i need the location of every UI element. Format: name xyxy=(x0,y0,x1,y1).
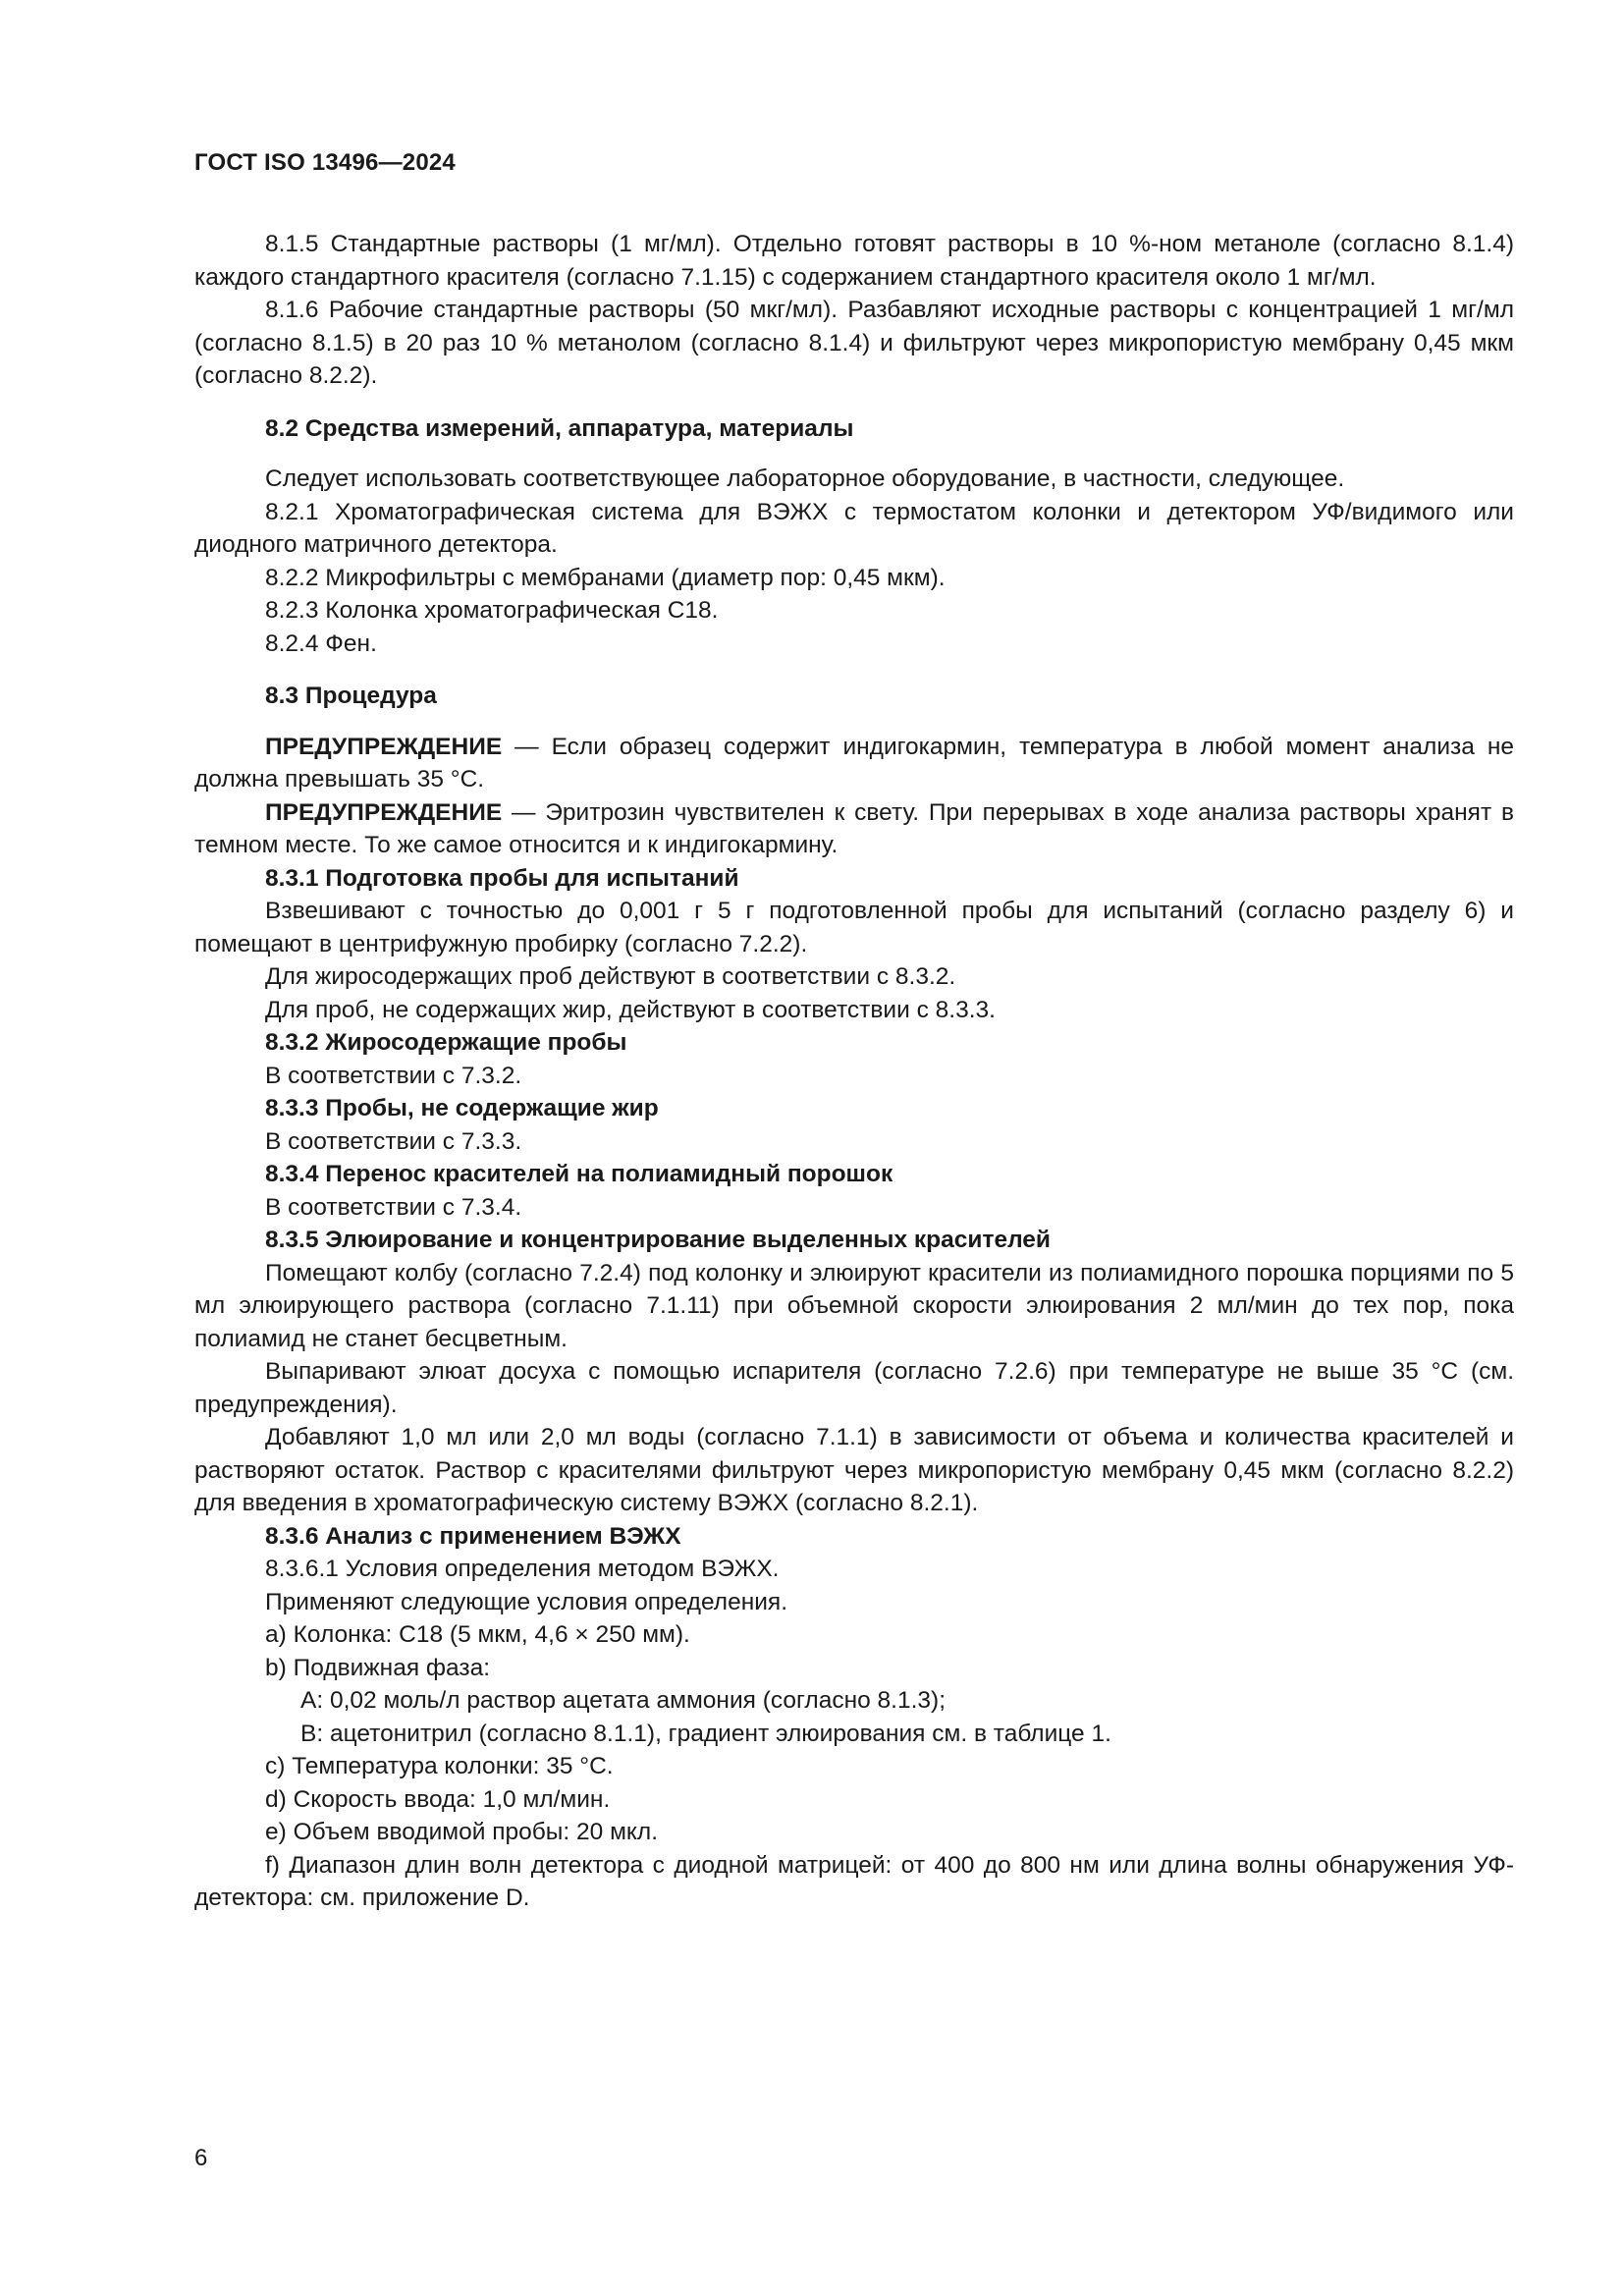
paragraph-8-3-4: В соответствии с 7.3.4. xyxy=(265,1193,522,1221)
paragraph-8-3-3: В соответствии с 7.3.3. xyxy=(265,1127,522,1155)
subheading-8-3-3: 8.3.3 Пробы, не содержащие жир xyxy=(265,1095,659,1121)
paragraph-8-3-2: В соответствии с 7.3.2. xyxy=(265,1062,522,1089)
paragraph-8-1-5: 8.1.5 Стандартные растворы (1 мг/мл). Отдельно готовят растворы в 10 %-ном метаноле (согласно 8.1.4) каждого стандартного красителя (согласно 7.1.15) с содержанием стандартного красителя около 1 мг/мл. xyxy=(194,231,1514,291)
paragraph-8-2-2: 8.2.2 Микрофильтры с мембранами (диаметр пор: 0,45 мкм). xyxy=(265,564,946,591)
paragraph-8-2-4: 8.2.4 Фен. xyxy=(265,629,377,657)
paragraph-8-2-intro: Следует использовать соответствующее лабораторное оборудование, в частности, следующее. xyxy=(265,465,1345,492)
warning-paragraph-1 xyxy=(194,731,1514,796)
list-item-b-phase-b: B: ацетонитрил (согласно 8.1.1), градиент элюирования см. в таблице 1. xyxy=(300,1720,1111,1747)
list-item-b: b) Подвижная фаза: xyxy=(265,1654,491,1681)
section-heading-8-3: 8.3 Процедура xyxy=(265,683,437,709)
subheading-8-3-1: 8.3.1 Подготовка пробы для испытаний xyxy=(265,864,739,892)
paragraph-8-2-1: 8.2.1 Хроматографическая система для ВЭЖХ с термостатом колонки и детектором УФ/видимого или диодного матричного детектора. xyxy=(194,498,1514,558)
list-item-c: c) Температура колонки: 35 °С. xyxy=(265,1753,614,1779)
warning-text-2: — Эритрозин чувствителен к свету. При перерывах в ходе анализа растворы хранят в темном месте. То же самое относится и к индигокармину. xyxy=(194,798,1514,858)
subheading-8-3-6: 8.3.6 Анализ с применением ВЭЖХ xyxy=(265,1522,681,1550)
paragraph-8-3-1-a: Взвешивают с точностью до 0,001 г 5 г подготовленной пробы для испытаний (согласно разделу 6) и помещают в центрифужную пробирку (согласно 7.2.2). xyxy=(194,898,1514,957)
paragraph-8-3-5-b: Выпаривают элюат досуха с помощью испарителя (согласно 7.2.6) при температуре не выше 35 °С (см. предупреждения). xyxy=(194,1358,1514,1418)
section-heading-8-2: 8.2 Средства измерений, аппаратура, материалы xyxy=(265,414,854,442)
paragraph-8-3-5-c: Добавляют 1,0 мл или 2,0 мл воды (согласно 7.1.1) в зависимости от объема и количества красителей и растворяют остаток. Раствор с красителями фильтруют через микропористую мембрану 0,45 мкм (согласно 8.2.2) для введения в хроматографическую систему ВЭЖХ (согласно 8.2.1). xyxy=(194,1424,1514,1516)
list-item-b-phase-a: A: 0,02 моль/л раствор ацетата аммония (согласно 8.1.3); xyxy=(300,1687,947,1714)
list-item-f: f) Диапазон длин волн детектора с диодной матрицей: от 400 до 800 нм или длина волны обнаружения УФ-детектора: см. приложение D. xyxy=(194,1851,1514,1911)
page-number: 6 xyxy=(194,2145,208,2171)
paragraph-8-3-6-1: 8.3.6.1 Условия определения методом ВЭЖХ. xyxy=(265,1556,780,1582)
document-body xyxy=(194,228,1514,1915)
list-item-d: d) Скорость ввода: 1,0 мл/мин. xyxy=(265,1785,611,1813)
subheading-8-3-4: 8.3.4 Перенос красителей на полиамидный порошок xyxy=(265,1161,893,1187)
warning-label-2: ПРЕДУПРЕЖДЕНИЕ xyxy=(265,798,503,826)
warning-paragraph-2 xyxy=(194,796,1514,862)
list-item-a: a) Колонка: С18 (5 мкм, 4,6 × 250 мм). xyxy=(265,1621,690,1648)
paragraph-8-3-1-b: Для жиросодержащих проб действуют в соответствии с 8.3.2. xyxy=(265,963,956,990)
paragraph-8-1-6: 8.1.6 Рабочие стандартные растворы (50 мкг/мл). Разбавляют исходные растворы с концентрацией 1 мг/мл (согласно 8.1.5) в 20 раз 10 % метанолом (согласно 8.1.4) и фильтруют через микропористую мембрану 0,45 мкм (согласно 8.2.2). xyxy=(194,297,1514,389)
warning-text-1: — Если образец содержит индигокармин, температура в любой момент анализа не должна превышать 35 °С. xyxy=(194,733,1514,793)
paragraph-8-3-6-1-intro: Применяют следующие условия определения. xyxy=(265,1588,788,1615)
subheading-8-3-2: 8.3.2 Жиросодержащие пробы xyxy=(265,1029,627,1056)
document-header: ГОСТ ISO 13496—2024 xyxy=(194,149,456,176)
paragraph-8-3-1-c: Для проб, не содержащих жир, действуют в соответствии с 8.3.3. xyxy=(265,996,996,1023)
list-item-e: e) Объем вводимой пробы: 20 мкл. xyxy=(265,1819,659,1845)
paragraph-8-2-3: 8.2.3 Колонка хроматографическая С18. xyxy=(265,597,719,624)
subheading-8-3-5: 8.3.5 Элюирование и концентрирование выделенных красителей xyxy=(265,1227,1051,1253)
warning-label-1: ПРЕДУПРЕЖДЕНИЕ xyxy=(265,733,503,760)
paragraph-8-3-5-a: Помещают колбу (согласно 7.2.4) под колонку и элюируют красители из полиамидного порошка порциями по 5 мл элюирующего раствора (согласно 7.1.11) при объемной скорости элюирования 2 мл/мин до тех пор, пока полиамид не станет бесцветным. xyxy=(194,1259,1514,1352)
